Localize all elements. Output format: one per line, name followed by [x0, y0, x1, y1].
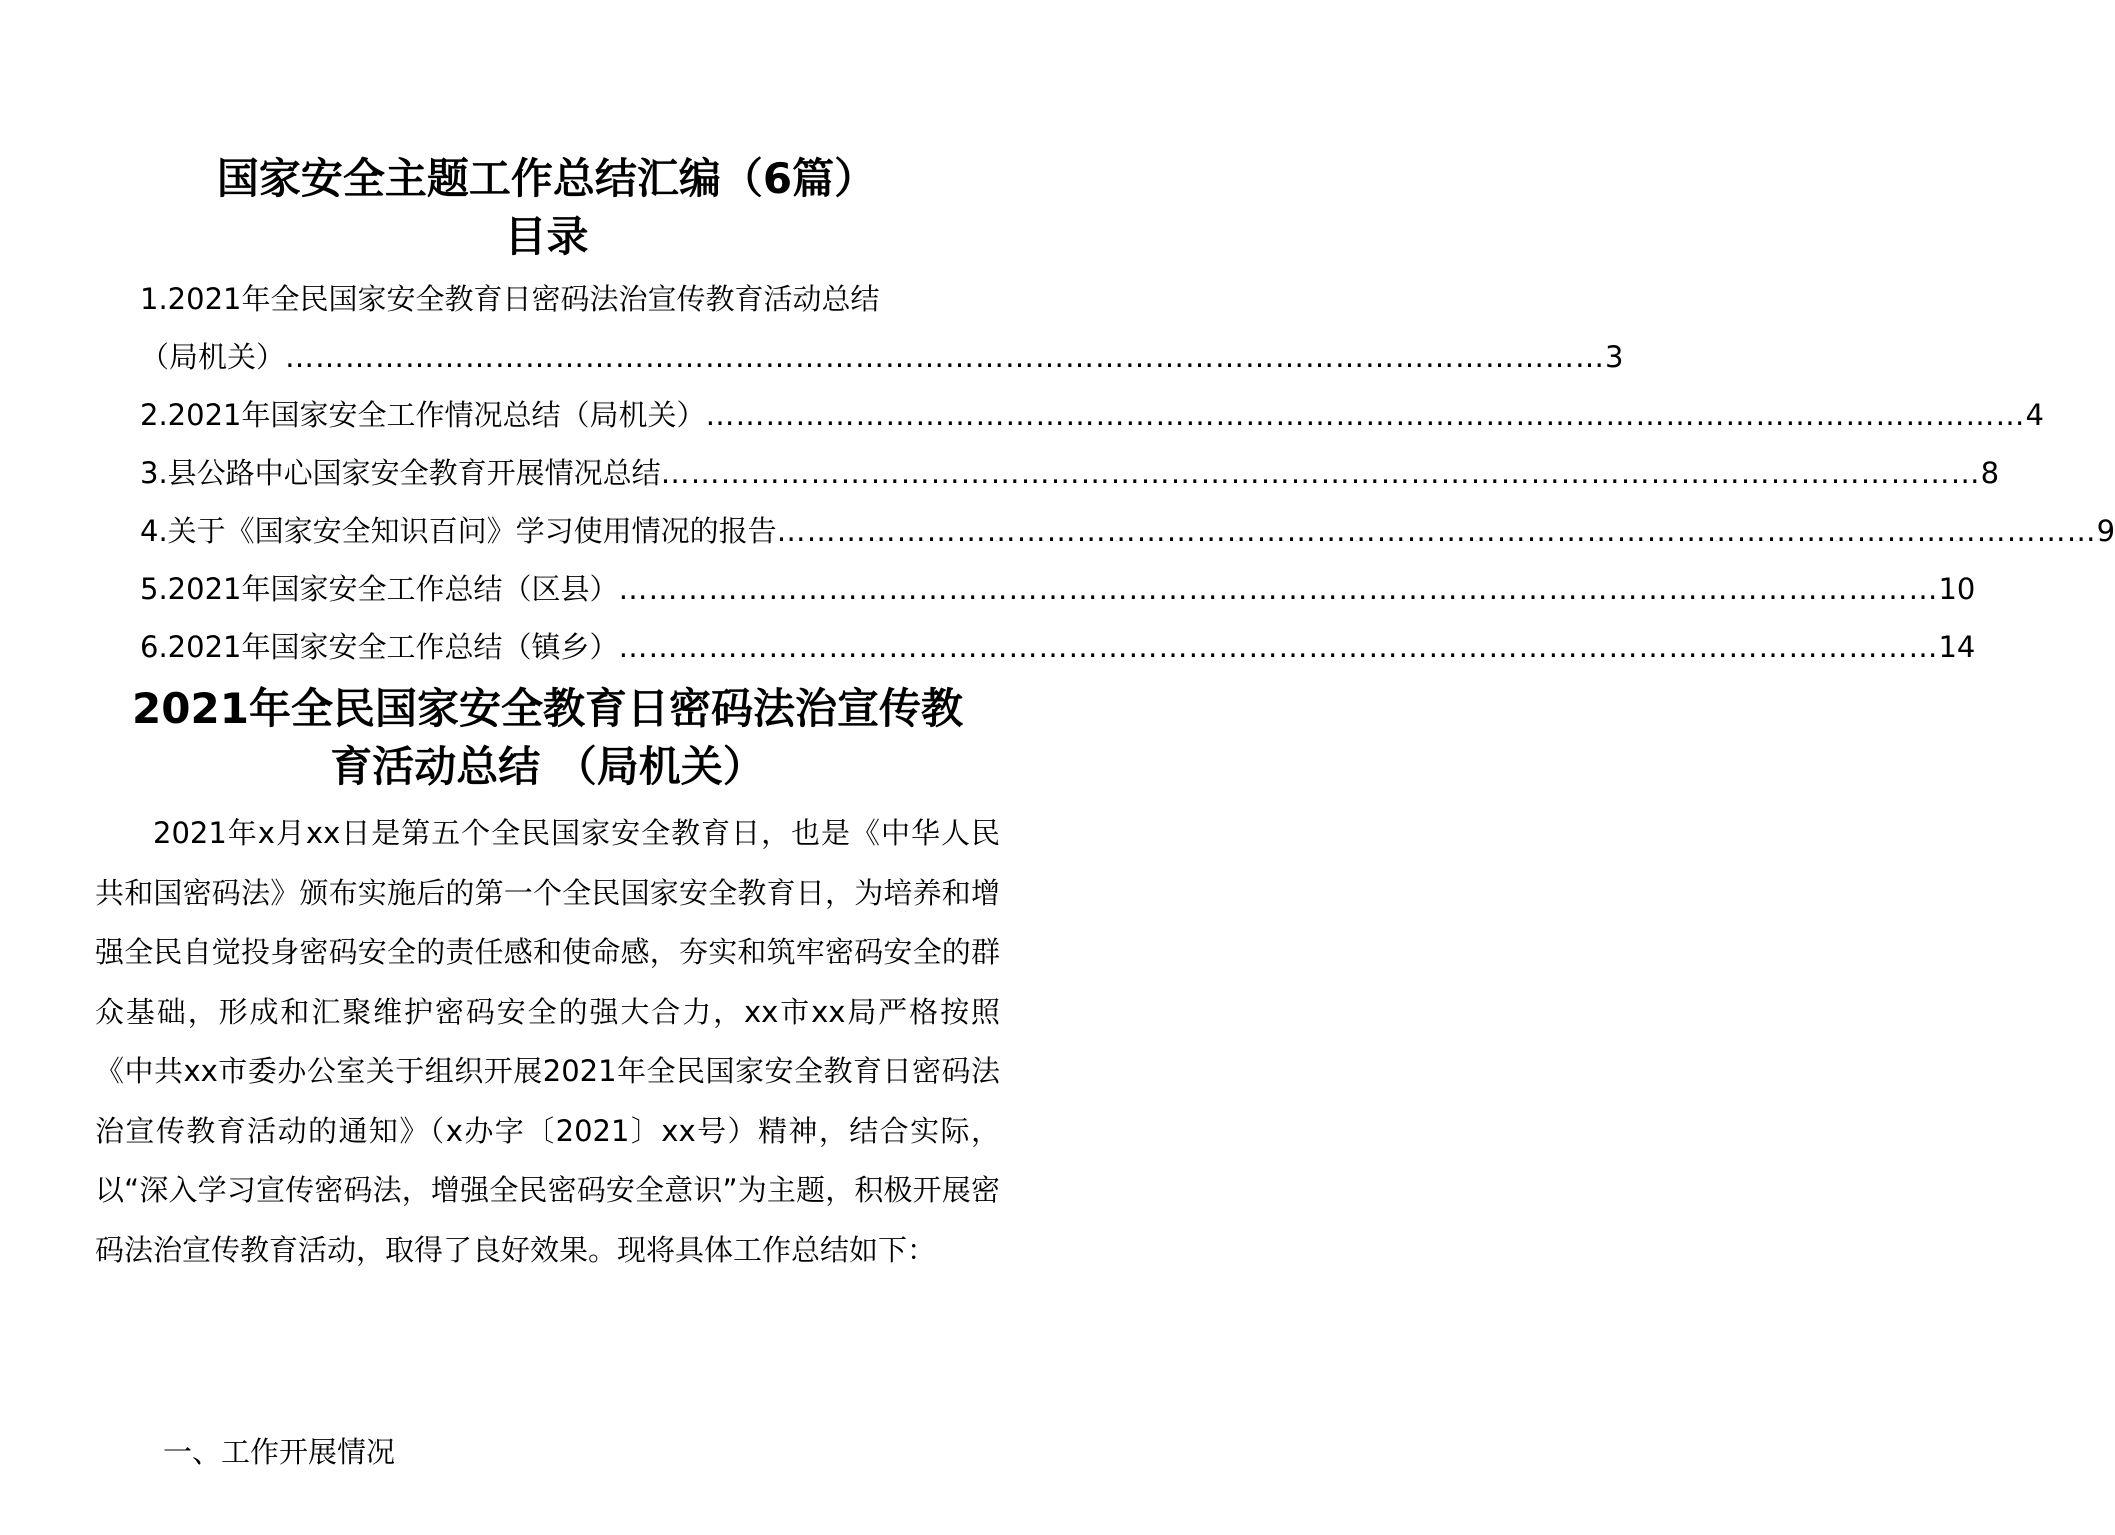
toc-entry-1[interactable] [140, 270, 1624, 386]
article-title [95, 680, 1000, 796]
toc-entry-6-page: 14 [1938, 630, 1976, 664]
toc-entry-4-title: 4.关于《国家安全知识百问》学习使用情况的报告 [140, 514, 777, 548]
document-title: 国家安全主题工作总结汇编（6篇） [216, 154, 877, 203]
toc-leader-dots: …………………………………………………………………………………………………………………… [776, 514, 2097, 548]
article-title-line-1: 2021年全民国家安全教育日密码法治宣传教 [132, 684, 963, 733]
toc-entry-1-title-continued: （局机关） [140, 340, 286, 374]
toc-entry-1-page: 3 [1605, 340, 1624, 374]
toc-entry-2[interactable] [140, 386, 2044, 444]
toc-leader-dots: …………………………………………………………………………………………………………………… [285, 340, 1606, 374]
toc-entry-4[interactable] [140, 502, 2115, 560]
toc-entry-5[interactable] [140, 560, 1976, 618]
toc-entry-5-title: 5.2021年国家安全工作总结（区县） [140, 572, 619, 606]
toc-entry-4-page: 9 [2096, 514, 2115, 548]
toc-entry-6-title: 6.2021年国家安全工作总结（镇乡） [140, 630, 619, 664]
toc-entry-1-title: 1.2021年全民国家安全教育日密码法治宣传教育活动总结 [140, 282, 880, 316]
toc-entry-2-page: 4 [2025, 398, 2044, 432]
toc-entry-3-page: 8 [1980, 456, 2000, 490]
toc-heading: 目录 [504, 212, 589, 261]
toc-leader-dots: …………………………………………………………………………………………………………………… [618, 572, 1939, 606]
toc-entry-2-title: 2.2021年国家安全工作情况总结（局机关） [140, 398, 706, 432]
toc-leader-dots: …………………………………………………………………………………………………………………… [618, 630, 1939, 664]
article-title-line-2: 育活动总结 （局机关） [330, 742, 765, 791]
toc-leader-dots: …………………………………………………………………………………………………………………… [660, 456, 1981, 490]
toc-entry-3-title: 3.县公路中心国家安全教育开展情况总结 [140, 456, 661, 490]
toc-entry-6[interactable] [140, 618, 1976, 676]
table-of-contents [140, 270, 2115, 676]
article-paragraph: 2021年x月xx日是第五个全民国家安全教育日，也是《中华人民共和国密码法》颁布实施后的第一个全民国家安全教育日，为培养和增强全民自觉投身密码安全的责任感和使命感，夯实和筑牢密码安全的群众基础，形成和汇聚维护密码安全的强大合力，xx市xx局严格按照《中共xx市委办公室关于组织开展2021年全民国家安全教育日密码法治宣传教育活动的通知》（x办字〔2021〕xx号）精神，结合实际，以“深入学习宣传密码法，增强全民密码安全意识”为主题，积极开展密码法治宣传教育活动，取得了良好效果。现将具体工作总结如下： [95, 816, 1000, 1267]
section-heading: 一、工作开展情况 [163, 1435, 396, 1469]
toc-entry-5-page: 10 [1938, 572, 1976, 606]
toc-leader-dots: …………………………………………………………………………………………………………………… [705, 398, 2026, 432]
toc-entry-3[interactable] [140, 444, 2000, 502]
